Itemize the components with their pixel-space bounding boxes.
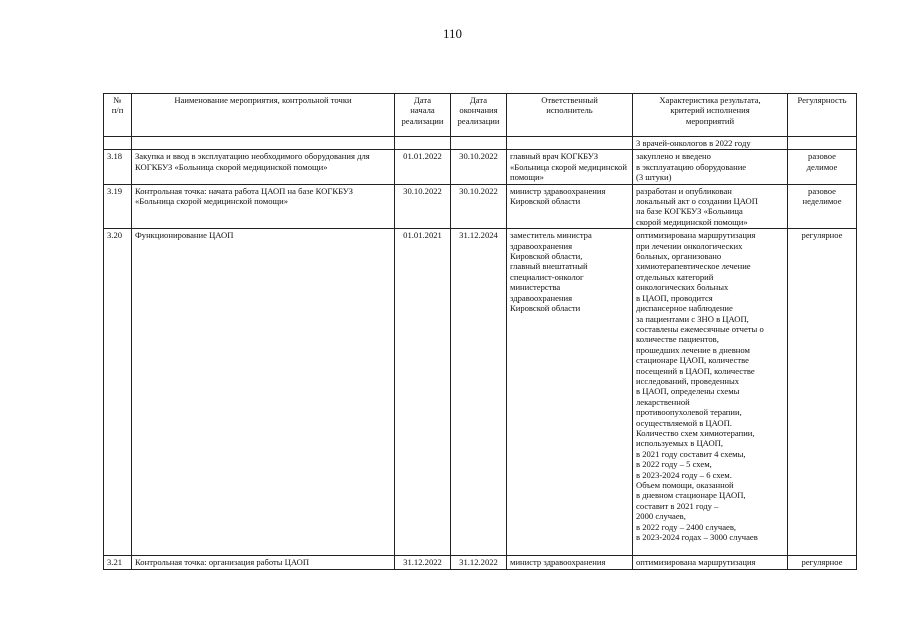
cell-responsible: заместитель министра здравоохранения Кировской области, главный внештатный специалист-онколог министерства здравоохранения Кировской области <box>507 229 633 556</box>
cell-regularity: регулярное <box>788 556 857 569</box>
cell-start-date: 31.12.2022 <box>395 556 451 569</box>
cell-start-date: 01.01.2022 <box>395 150 451 184</box>
cell-result: оптимизирована маршрутизация <box>633 556 788 569</box>
cell-result: оптимизирована маршрутизация при лечении онкологических больных, организовано химиотерапевтическое лечение отдельных категорий онкологических больных в ЦАОП, проводится диспансерное наблюдение за пациентами с ЗНО в ЦАОП, составлены ежемесячные отчеты о количестве пациентов, прошедших лечение в дневном стационаре ЦАОП, количестве посещений в ЦАОП, количестве исследований, проведенных в ЦАОП, определены схемы лекарственной противоопухолевой терапии, осуществляемой в ЦАОП. Количество схем химиотерапии, используемых в ЦАОП, в 2021 году составит 4 схемы, в 2022 году – 5 схем, в 2023-2024 году – 6 схем. Объем помощи, оказанной в дневном стационаре ЦАОП, составит в 2021 году – 2000 случаев, в 2022 году – 2400 случаев, в 2023-2024 годах – 3000 случаев <box>633 229 788 556</box>
cell-end-date: 30.10.2022 <box>451 184 507 229</box>
cell-end-date: 31.12.2024 <box>451 229 507 556</box>
cell-responsible: главный врач КОГКБУЗ «Больница скорой медицинской помощи» <box>507 150 633 184</box>
cell-name: Закупка и ввод в эксплуатацию необходимого оборудования для КОГКБУЗ «Больница скорой медицинской помощи» <box>132 150 395 184</box>
cell-empty <box>788 137 857 150</box>
cell-start-date: 30.10.2022 <box>395 184 451 229</box>
cell-num: 3.19 <box>104 184 132 229</box>
header-name: Наименование мероприятия, контрольной точки <box>132 94 395 137</box>
header-regularity: Регулярность <box>788 94 857 137</box>
page-number: 110 <box>442 26 463 41</box>
header-result: Характеристика результата, критерий исполнения мероприятий <box>633 94 788 137</box>
header-num: № п/п <box>104 94 132 137</box>
cell-name: Контрольная точка: начата работа ЦАОП на базе КОГКБУЗ «Больница скорой медицинской помощи» <box>132 184 395 229</box>
cell-empty <box>451 137 507 150</box>
table-row <box>104 556 857 569</box>
cell-end-date: 30.10.2022 <box>451 150 507 184</box>
cell-num: 3.20 <box>104 229 132 556</box>
cell-result: закуплено и введено в эксплуатацию оборудование (3 штуки) <box>633 150 788 184</box>
cell-name: Функционирование ЦАОП <box>132 229 395 556</box>
header-responsible: Ответственный исполнитель <box>507 94 633 137</box>
cell-empty <box>104 137 132 150</box>
cell-start-date: 01.01.2021 <box>395 229 451 556</box>
measures-table <box>103 93 857 570</box>
table-row <box>104 150 857 184</box>
cell-result-continuation: 3 врачей-онкологов в 2022 году <box>633 137 788 150</box>
cell-empty <box>507 137 633 150</box>
table-row-continuation <box>104 137 857 150</box>
cell-empty <box>395 137 451 150</box>
cell-responsible: министр здравоохранения Кировской области <box>507 184 633 229</box>
table-header-row <box>104 94 857 137</box>
cell-regularity: регулярное <box>788 229 857 556</box>
cell-num: 3.18 <box>104 150 132 184</box>
cell-regularity: разовое делимое <box>788 150 857 184</box>
cell-name: Контрольная точка: организация работы ЦАОП <box>132 556 395 569</box>
cell-end-date: 31.12.2022 <box>451 556 507 569</box>
cell-responsible: министр здравоохранения <box>507 556 633 569</box>
cell-result: разработан и опубликован локальный акт о создании ЦАОП на базе КОГКБУЗ «Больница скорой медицинской помощи» <box>633 184 788 229</box>
cell-num: 3.21 <box>104 556 132 569</box>
header-start-date: Дата начала реализации <box>395 94 451 137</box>
cell-empty <box>132 137 395 150</box>
table-row <box>104 184 857 229</box>
header-end-date: Дата окончания реализации <box>451 94 507 137</box>
table-row <box>104 229 857 556</box>
cell-regularity: разовое неделимое <box>788 184 857 229</box>
